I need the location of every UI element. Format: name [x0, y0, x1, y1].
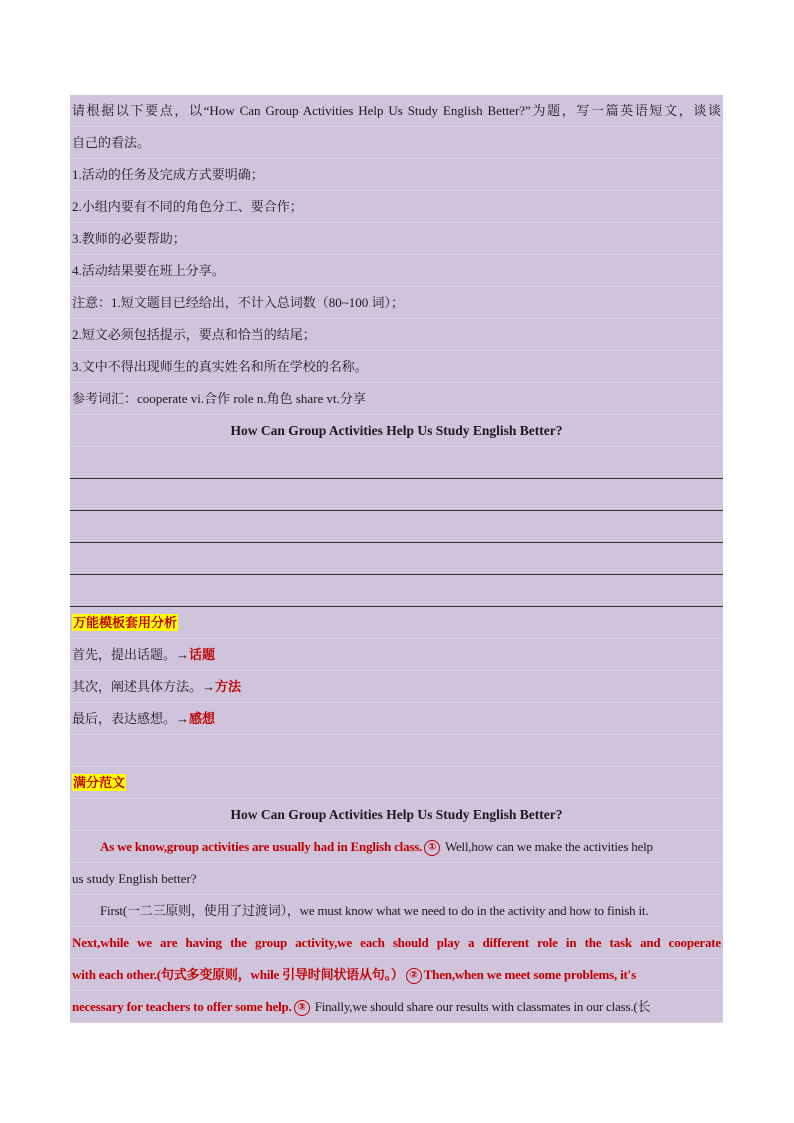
sample-text: with each other.(句式多变原则，while 引导时间状语从句。）	[72, 967, 404, 982]
template-step-3	[70, 703, 723, 735]
marker-3: ③	[294, 1000, 310, 1016]
template-step-2	[70, 671, 723, 703]
writing-line[interactable]	[70, 575, 723, 607]
step-text: 首先，提出话题。→	[72, 647, 190, 662]
point-4: 4.活动结果要在班上分享。	[70, 255, 723, 287]
sample-p2-line4	[70, 991, 723, 1023]
sample-heading: 满分范文	[73, 775, 126, 790]
sample-text: necessary for teachers to offer some help.	[72, 999, 292, 1014]
sample-p1-line2: us study English better?	[70, 863, 723, 895]
point-2: 2.小组内要有不同的角色分工、要合作；	[70, 191, 723, 223]
sample-p1-line1	[70, 831, 723, 863]
sample-text: Well,how can we make the activities help	[442, 839, 653, 854]
prompt-line-2: 自己的看法。	[70, 127, 723, 159]
template-step-1	[70, 639, 723, 671]
note-1: 注意：1.短文题目已经给出，不计入总词数（80~100 词）；	[70, 287, 723, 319]
step-tag: 话题	[189, 647, 216, 662]
marker-1: ①	[424, 840, 440, 856]
writing-line[interactable]	[70, 511, 723, 543]
template-heading: 万能模板套用分析	[73, 615, 178, 630]
step-text: 其次，阐述具体方法。→	[72, 679, 216, 694]
sample-text: Finally,we should share our results with classmates in our class.(长	[311, 999, 651, 1014]
sample-heading-row	[70, 767, 723, 799]
sample-topic-sentence: As we know,group activities are usually had in English class.	[100, 839, 423, 854]
essay-title: How Can Group Activities Help Us Study English Better?	[70, 415, 723, 447]
writing-line[interactable]	[70, 447, 723, 479]
step-tag: 感想	[189, 711, 216, 726]
sample-text: Then,when we meet some problems, it's	[423, 967, 636, 982]
sample-title: How Can Group Activities Help Us Study English Better?	[70, 799, 723, 831]
step-tag: 方法	[215, 679, 242, 694]
template-heading-row	[70, 607, 723, 639]
sample-p2-line1: First(一二三原则，使用了过渡词），we must know what we need to do in the activity and how to finish it.	[70, 895, 723, 927]
point-3: 3.教师的必要帮助；	[70, 223, 723, 255]
blank-row	[70, 735, 723, 767]
step-text: 最后，表达感想。→	[72, 711, 190, 726]
note-3: 3.文中不得出现师生的真实姓名和所在学校的名称。	[70, 351, 723, 383]
marker-2: ②	[406, 968, 422, 984]
writing-line[interactable]	[70, 479, 723, 511]
note-2: 2.短文必须包括提示，要点和恰当的结尾；	[70, 319, 723, 351]
prompt-line-1: 请根据以下要点，以“How Can Group Activities Help Us Study English Better?”为题，写一篇英语短文，谈谈	[70, 95, 723, 127]
sample-p2-line3	[70, 959, 723, 991]
point-1: 1.活动的任务及完成方式要明确；	[70, 159, 723, 191]
vocab-line: 参考词汇：cooperate vi.合作 role n.角色 share vt.分享	[70, 383, 723, 415]
writing-line[interactable]	[70, 543, 723, 575]
sample-p2-line2: Next,while we are having the group activity,we each should play a different role in the task and cooperate	[70, 927, 723, 959]
worksheet	[70, 95, 723, 1023]
